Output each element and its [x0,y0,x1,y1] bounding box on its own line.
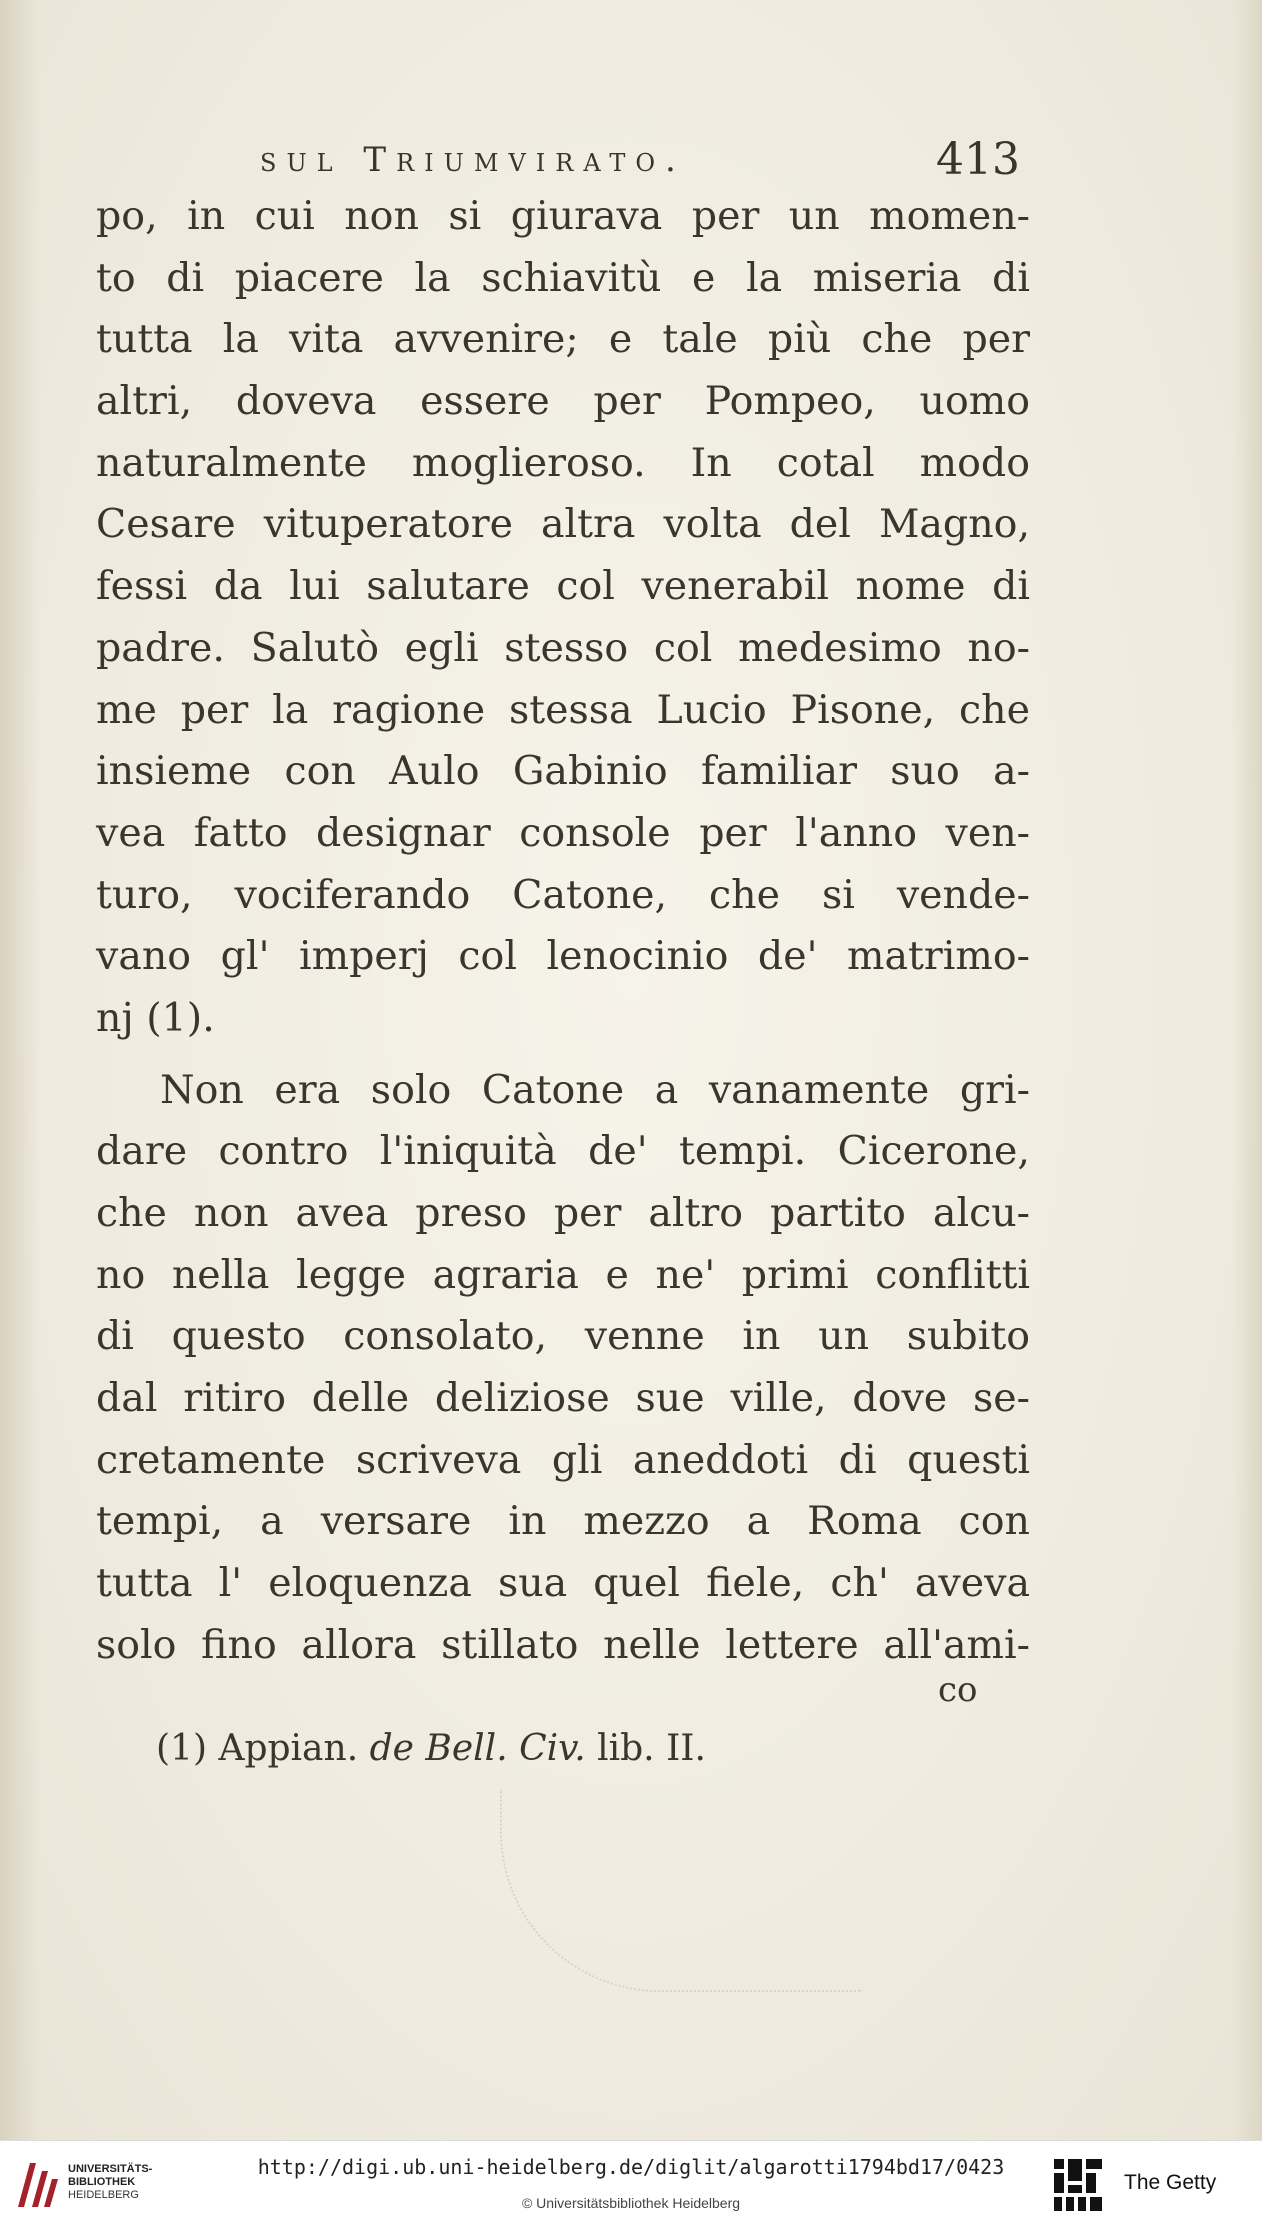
text-line: Cesare vituperatore altra volta del Magno, [96,501,1030,548]
text-line: po, in cui non si giurava per un momen- [96,193,1030,239]
text-line: fessi da lui salutare col venerabil nome di [96,563,1030,610]
getty-logo-text: The Getty [1124,2171,1217,2194]
getty-logo[interactable] [1050,2155,1250,2215]
text-line: altri, doveva essere per Pompeo, uomo [96,378,1030,425]
catchword: co [938,1670,978,1710]
logo-line: HEIDELBERG [68,2189,139,2201]
copyright-notice: © Universitätsbibliothek Heidelberg [521,2195,741,2211]
footnote [156,1728,706,1769]
paragraph-gap [96,1050,1030,1060]
text-line: padre. Salutò egli stesso col medesimo no- [96,624,1030,671]
text-line: Non era solo Catone a vanamente gri- [160,1066,1030,1113]
footnote-work: de Bell. Civ. [369,1728,586,1769]
show-through-mark [500,1790,862,1992]
text-line: me per la ragione stessa Lucio Pisone, che [96,686,1030,733]
footnote-marker: (1) [156,1728,207,1769]
text-line: vano gl' imperj col lenocinio de' matrimo- [96,933,1030,980]
page-number: 413 [936,134,1020,185]
text-line: no nella legge agraria e ne' primi conflitti [96,1251,1030,1298]
text-line: naturalmente moglieroso. In cotal modo [96,439,1030,486]
text-line: di questo consolato, venne in un subito [96,1313,1030,1360]
footnote-author: Appian. [218,1728,359,1769]
text-line: tutta l' eloquenza sua quel fiele, ch' aveva [96,1560,1030,1607]
text-line: insieme con Aulo Gabinio familiar suo a- [96,748,1030,795]
logo-line: BIBLIOTHEK [68,2176,136,2188]
logo-line: UNIVERSITÄTS- [68,2163,153,2175]
viewer-footer [0,2140,1262,2226]
text-line: turo, vociferando Catone, che si vende- [96,871,1030,918]
text-line: che non avea preso per altro partito alcu- [96,1190,1030,1236]
running-head: sul Triumvirato. [260,140,686,180]
footnote-ref: lib. II. [597,1728,706,1769]
text-line: dare contro l'iniquità de' tempi. Cicerone, [96,1128,1030,1175]
getty-logo-icon [1050,2155,1106,2215]
text-line: tutta la vita avvenire; e tale più che per [96,316,1030,363]
text-line: vea fatto designar console per l'anno ven- [96,809,1030,856]
text-line: to di piacere la schiavitù e la miseria di [96,254,1030,301]
text-line: cretamente scriveva gli aneddoti di questi [96,1436,1030,1483]
text-line: nj (1). [96,994,215,1041]
permalink-url[interactable]: http://digi.ub.uni-heidelberg.de/diglit/algarotti1794bd17/0423 [257,2155,1005,2179]
text-line: dal ritiro delle deliziose sue ville, dove se- [96,1375,1030,1422]
body-text [96,186,1030,1677]
page-header [260,134,1040,190]
text-line: solo fino allora stillato nelle lettere all'ami- [96,1621,1030,1668]
text-line: tempi, a versare in mezzo a Roma con [96,1498,1030,1545]
